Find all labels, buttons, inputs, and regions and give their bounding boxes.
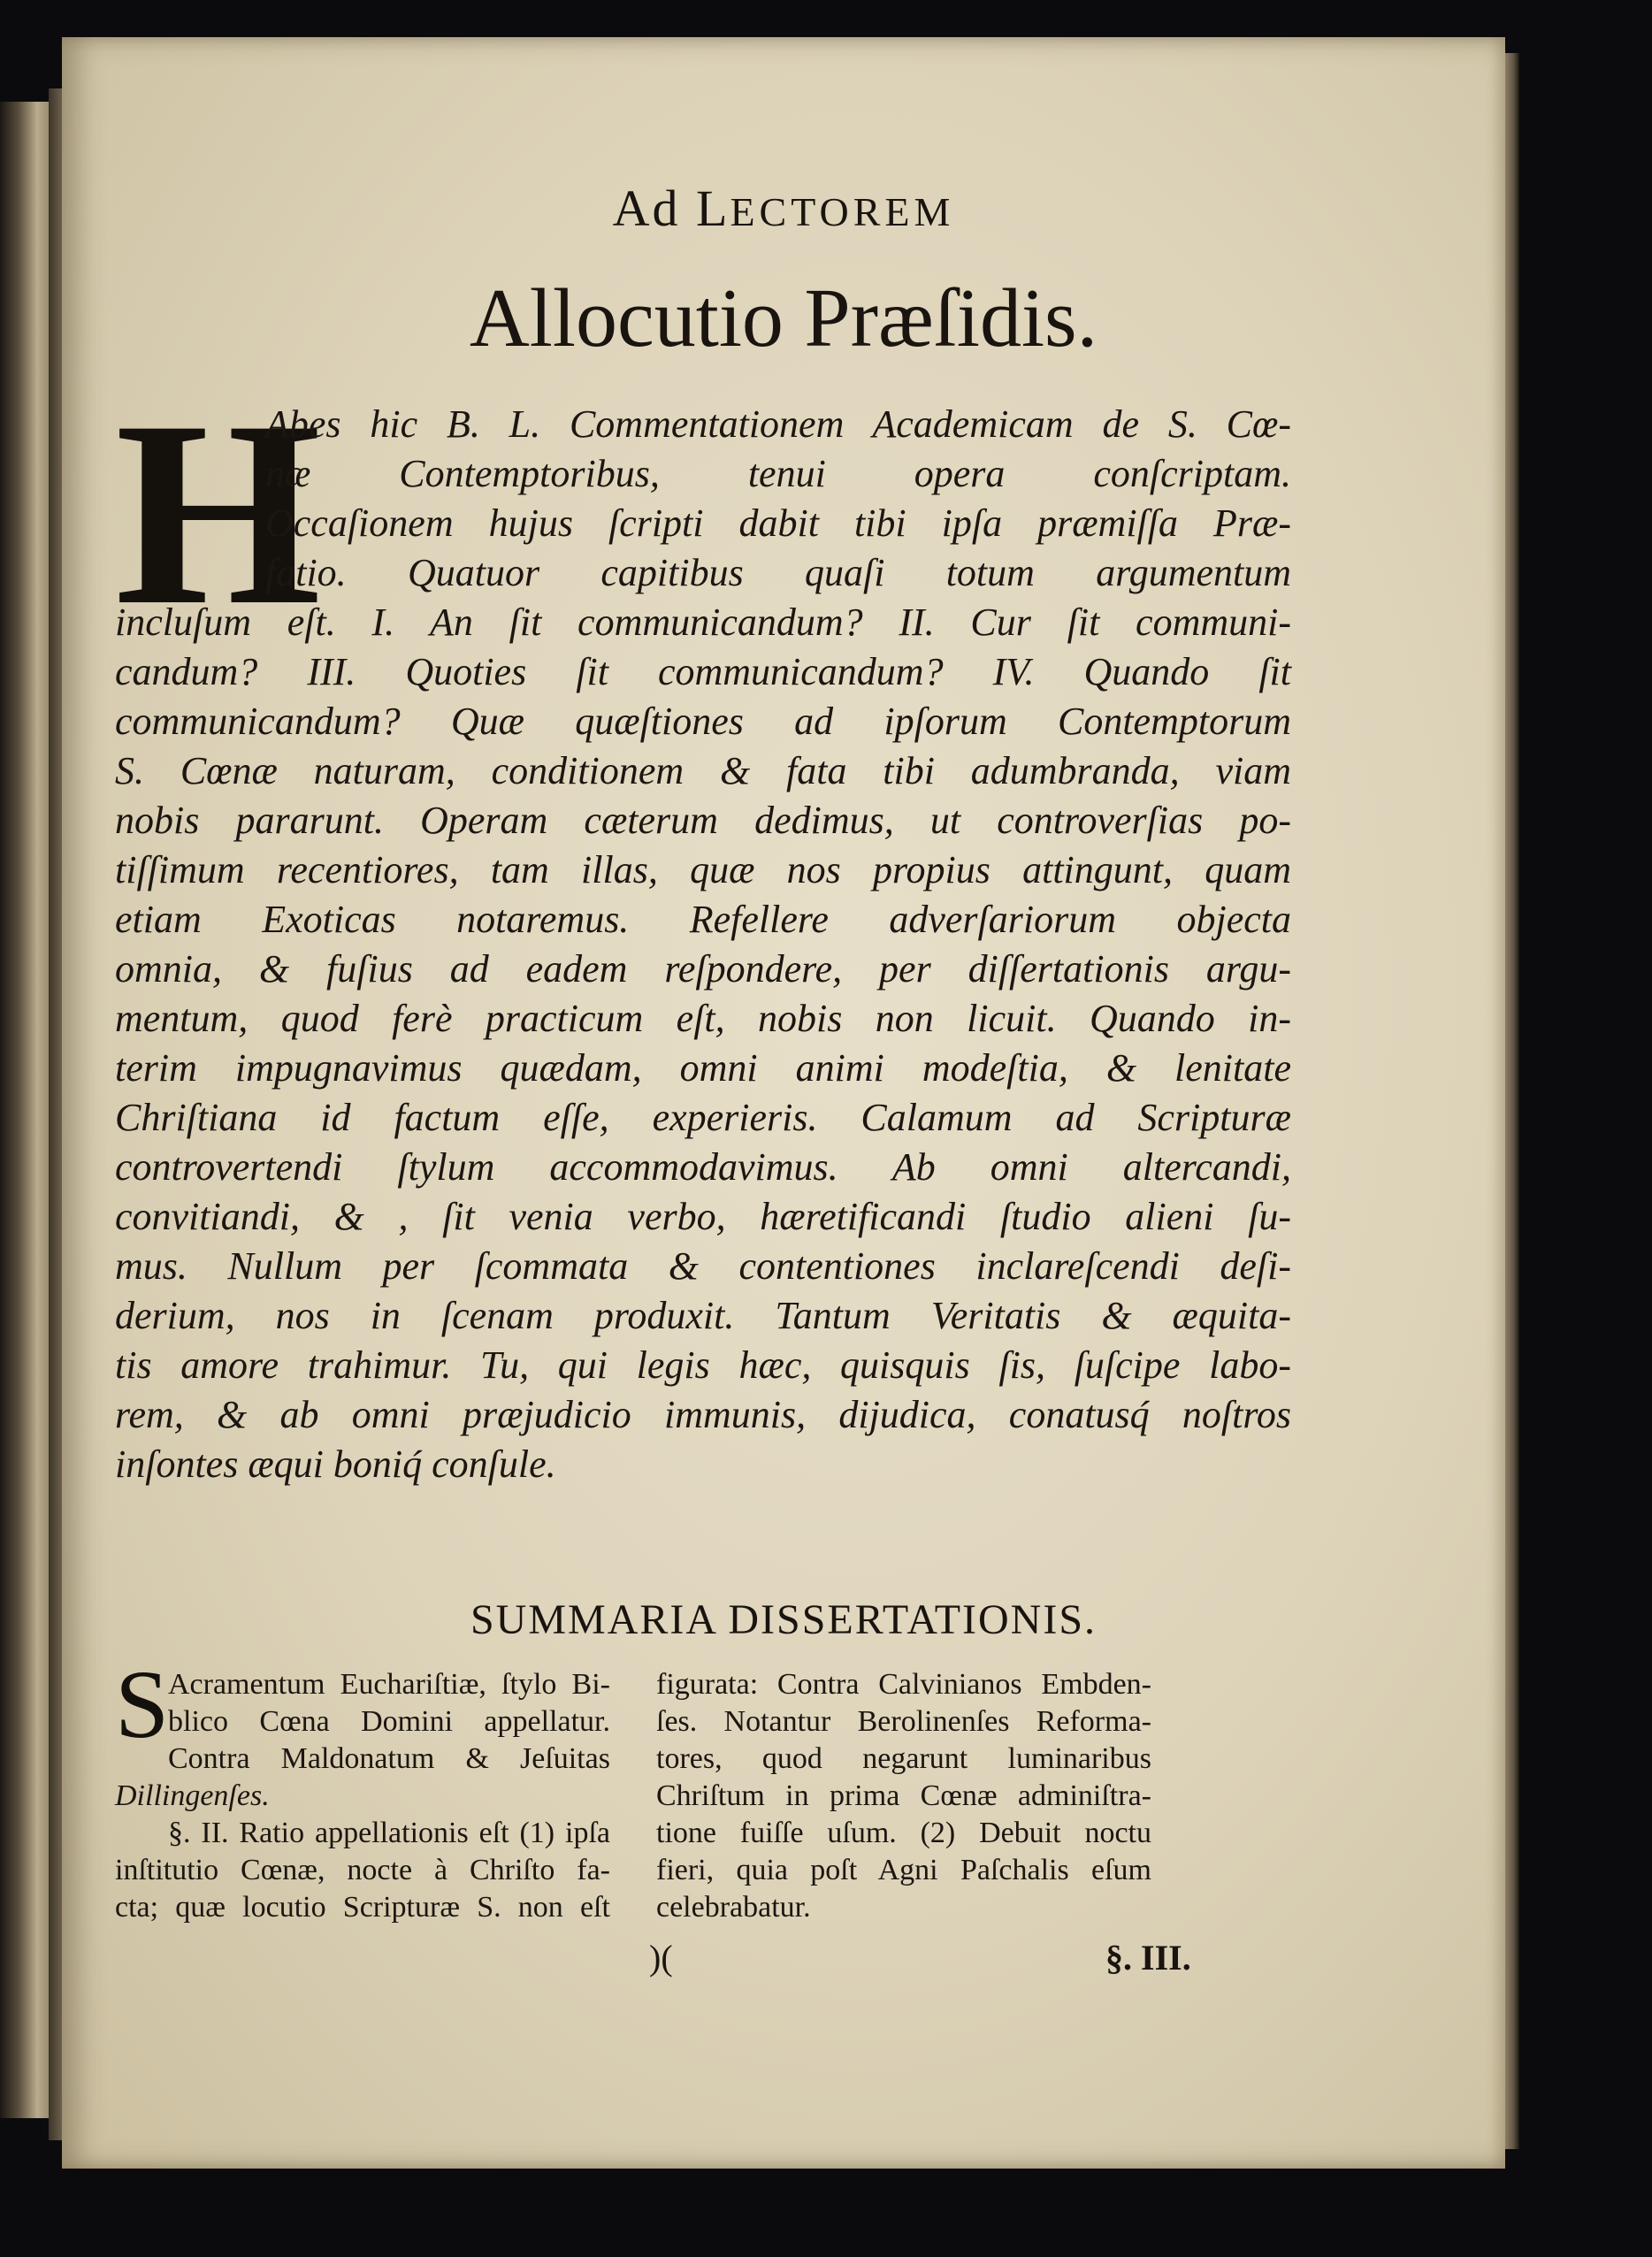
summary-line: celebrabatur. bbox=[656, 1891, 811, 1924]
body-line: controvertendi ſtylum accommodavimus. Ab omni altercandi, bbox=[115, 1145, 1291, 1189]
summaria-right-column bbox=[656, 1666, 1151, 1926]
body-line: rem, & ab omni præjudicio immunis, dijudica, conatusq́ noſtros bbox=[115, 1393, 1291, 1436]
summaria-title: SUMMARIA DISSERTATIONIS. bbox=[470, 1596, 1098, 1643]
body-line: Occaſionem hujus ſcripti dabit tibi ipſa præmiſſa Præ- bbox=[265, 501, 1291, 545]
body-line: convitiandi, & , ſit venia verbo, hæretificandi ſtudio alieni ſu- bbox=[115, 1195, 1291, 1238]
body-line: Chriſtiana id factum eſſe, experieris. Calamum ad Scripturæ bbox=[115, 1096, 1291, 1139]
heading-allocutio: Allocutio Præſidis. bbox=[469, 272, 1098, 364]
body-line: tiſſimum recentiores, tam illas, quæ nos propius attingunt, quam bbox=[115, 848, 1291, 891]
summary-line: Acramentum Euchariſtiæ, ſtylo Bi- bbox=[168, 1668, 610, 1701]
body-line: mentum, quod ferè practicum eſt, nobis non licuit. Quando in- bbox=[115, 997, 1291, 1040]
body-line: næ Contemptoribus, tenui opera conſcriptam. bbox=[265, 452, 1291, 495]
summary-line: §. II. Ratio appellationis eſt (1) ipſa bbox=[168, 1817, 610, 1849]
body-line: nobis pararunt. Operam cæterum dedimus, ut controverſias po- bbox=[115, 799, 1291, 842]
body-line: tis amore trahimur. Tu, qui legis hæc, quisquis ſis, ſuſcipe labo- bbox=[115, 1343, 1291, 1387]
heading-ad-lectorem-rest: ECTOREM bbox=[730, 189, 955, 234]
body-line: etiam Exoticas notaremus. Refellere adverſariorum objecta bbox=[115, 898, 1291, 941]
catchword: §. III. bbox=[1105, 1938, 1191, 1978]
heading-ad-lectorem bbox=[62, 179, 1505, 238]
body-line: communicandum? Quæ quæſtiones ad ipſorum Contemptorum bbox=[115, 700, 1291, 743]
body-line: derium, nos in ſcenam produxit. Tantum Veritatis & æquita- bbox=[115, 1294, 1291, 1337]
page bbox=[62, 37, 1505, 2169]
summary-line: tores, quod negarunt luminaribus bbox=[656, 1742, 1151, 1775]
summary-line: Dillingenſes. bbox=[115, 1779, 270, 1812]
body-line: omnia, & fuſius ad eadem reſpondere, per diſſertationis argu- bbox=[115, 947, 1291, 991]
left-page-edge bbox=[0, 102, 53, 2118]
body-line: terim impugnavimus quædam, omni animi modeſtia, & lenitate bbox=[115, 1046, 1291, 1090]
summaria-left-column bbox=[115, 1650, 610, 1926]
summary-line: ſes. Notantur Berolinenſes Reforma- bbox=[656, 1705, 1151, 1738]
body-line: inſontes æqui boniq́ conſule. bbox=[115, 1442, 556, 1486]
summary-line: inſtitutio Cœnæ, nocte à Chriſto fa- bbox=[115, 1854, 610, 1886]
preface-body bbox=[115, 366, 1291, 1489]
summary-line: blico Cœna Domini appellatur. bbox=[168, 1705, 610, 1738]
body-line: Abes hic B. L. Commentationem Academicam de S. Cœ- bbox=[265, 402, 1291, 446]
body-line: S. Cœnæ naturam, conditionem & fata tibi adumbranda, viam bbox=[115, 749, 1291, 792]
summaria-drop-cap: S bbox=[115, 1650, 170, 1758]
summary-line: Chriſtum in prima Cœnæ adminiſtra- bbox=[656, 1779, 1151, 1812]
body-line: mus. Nullum per ſcommata & contentiones inclareſcendi deſi- bbox=[115, 1244, 1291, 1288]
summary-line: figurata: Contra Calvinianos Embden- bbox=[656, 1668, 1151, 1701]
summary-line: Contra Maldonatum & Jeſuitas bbox=[168, 1742, 610, 1775]
heading-ad-lectorem-first: Ad L bbox=[612, 180, 730, 237]
body-line: incluſum eſt. I. An ſit communicandum? II. Cur ſit communi- bbox=[115, 601, 1291, 644]
body-line: candum? III. Quoties ſit communicandum? IV. Quando ſit bbox=[115, 650, 1291, 693]
summary-line: fieri, quia poſt Agni Paſchalis eſum bbox=[656, 1854, 1151, 1886]
summary-line: tione fuiſſe uſum. (2) Debuit noctu bbox=[656, 1817, 1151, 1849]
body-line: fatio. Quatuor capitibus quaſi totum argumentum bbox=[265, 551, 1291, 594]
summary-line: cta; quæ locutio Scripturæ S. non eſt bbox=[115, 1891, 610, 1924]
signature-mark: )( bbox=[649, 1938, 673, 1978]
drop-cap: H bbox=[115, 366, 322, 660]
